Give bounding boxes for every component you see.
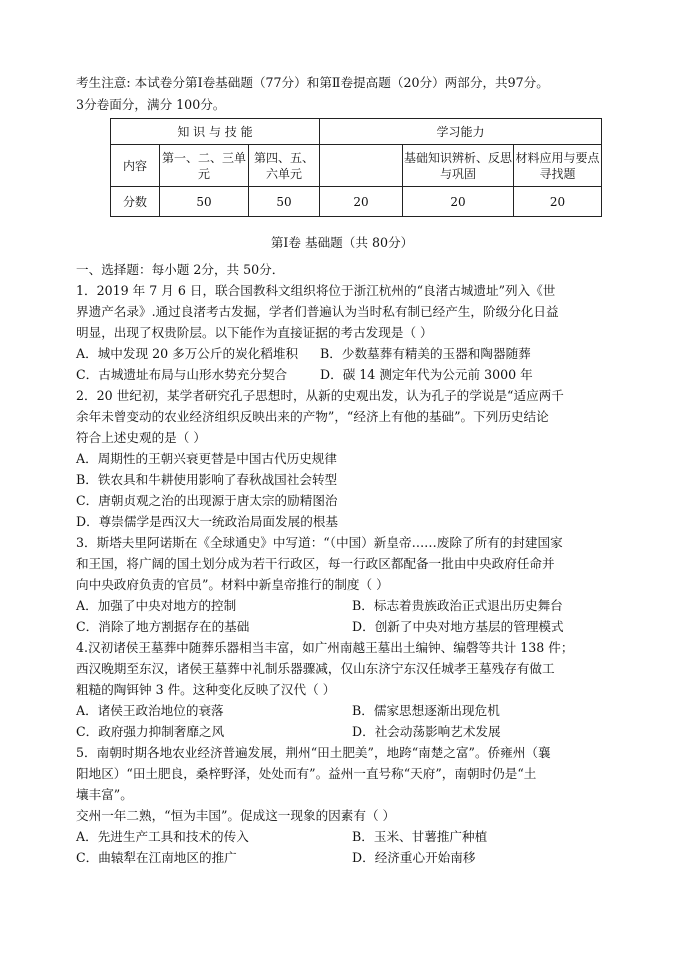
question-5-line-2: 阳地区）“田土肥良，桑梓野泽，处处而有”。益州一直号称“天府”，南朝时仍是“土 (76, 766, 537, 781)
row-label-content: 内容 (111, 145, 160, 187)
question-2-option-c[interactable]: C．唐朝贞观之治的出现源于唐太宗的励精图治 (76, 493, 338, 508)
question-1-line-3: 明显，出现了权贵阶层。以下能作为直接证据的考古发现是（ ） (76, 325, 433, 340)
content-cell-3 (320, 145, 403, 187)
question-1-option-d[interactable]: D．碳 14 测定年代为公元前 3000 年 (320, 367, 533, 382)
question-2-option-b[interactable]: B．铁农具和牛耕使用影响了春秋战国社会转型 (76, 472, 338, 487)
question-5-line-3: 壤丰富”。 (76, 787, 133, 802)
score-cell-3: 20 (320, 187, 403, 217)
question-5-line-1: 5．南朝时期各地农业经济普遍发展，荆州“田土肥美”，地跨“南楚之富”。侨雍州（襄 (76, 745, 551, 760)
question-3-option-b[interactable]: B．标志着贵族政治正式退出历史舞台 (352, 598, 563, 613)
score-cell-5: 20 (514, 187, 602, 217)
content-cell-5: 材料应用与要点寻找题 (514, 145, 602, 187)
question-4-line-3: 粗糙的陶铒钟 3 件。这种变化反映了汉代（ ） (76, 682, 336, 697)
question-5-option-c[interactable]: C．曲辕犁在江南地区的推广 (76, 850, 237, 865)
question-1-option-a[interactable]: A．城中发现 20 多万公斤的炭化稻堆积 (76, 346, 299, 361)
score-cell-4: 20 (403, 187, 514, 217)
table-header-ability: 学习能力 (320, 119, 602, 145)
score-cell-1: 50 (160, 187, 249, 217)
question-3-line-1: 3．斯塔夫里阿诺斯在《全球通史》中写道：“（中国）新皇帝……废除了所有的封建国家 (76, 535, 563, 550)
question-4-option-a[interactable]: A．诸侯王政治地位的衰落 (76, 703, 224, 718)
content-cell-4: 基础知识辨析、反思与巩固 (403, 145, 514, 187)
question-3-option-d[interactable]: D．创新了中央对地方基层的管理模式 (352, 619, 564, 634)
question-5-option-a[interactable]: A．先进生产工具和技术的传入 (76, 829, 249, 844)
question-4-option-c[interactable]: C．政府强力抑制奢靡之风 (76, 724, 225, 739)
section-title: 第Ⅰ卷 基础题（共 80分） (270, 235, 414, 250)
question-2-line-2: 余年未曾变动的农业经济组织反映出来的产物”，“经济上有他的基础”。下列历史结论 (76, 409, 549, 424)
question-5-option-d[interactable]: D．经济重心开始南移 (352, 850, 476, 865)
question-5-line-4: 交州一年二熟，“恒为丰国”。促成这一现象的因素有（ ） (76, 808, 396, 823)
question-3-line-3: 向中央政府负责的官员”。材料中新皇帝推行的制度（ ） (76, 577, 389, 592)
question-4-line-2: 西汉晚期至东汉，诸侯王墓葬中礼制乐器骤减，仅山东济宁东汉任城孝王墓残存有做工 (76, 661, 555, 676)
part-title: 一、选择题：每小题 2分，共 50分． (76, 262, 285, 277)
content-cell-1: 第一、二、三单元 (160, 145, 249, 187)
question-2-option-a[interactable]: A．周期性的王朝兴衰更替是中国古代历史规律 (76, 451, 337, 466)
exam-notice-line-2: 3分卷面分，满分 100分。 (76, 97, 226, 112)
question-5-option-b[interactable]: B．玉米、甘薯推广种植 (352, 829, 488, 844)
question-3-option-a[interactable]: A．加强了中央对地方的控制 (76, 598, 237, 613)
question-3-option-c[interactable]: C．消除了地方割据存在的基础 (76, 619, 250, 634)
question-1-option-b[interactable]: B．少数墓葬有精美的玉器和陶器随葬 (320, 346, 531, 361)
row-label-score: 分数 (111, 187, 160, 217)
question-2-line-3: 符合上述史观的是（ ） (76, 430, 206, 445)
score-table (110, 118, 602, 217)
question-4-option-b[interactable]: B．儒家思想逐渐出现危机 (352, 703, 500, 718)
question-1-option-c[interactable]: C．古城遗址布局与山形水势充分契合 (76, 367, 288, 382)
content-cell-2: 第四、五、六单元 (249, 145, 320, 187)
question-4-line-1: 4.汉初诸侯王墓葬中随葬乐器相当丰富，如广州南越王墓出土编钟、编磬等共计 138 件； (76, 640, 574, 655)
question-2-line-1: 2．20 世纪初，某学者研究孔子思想时，从新的史观出发，认为孔子的学说是“适应两千 (76, 388, 564, 403)
question-1-line-2: 界遗产名录》.通过良渚考古发掘，学者们普遍认为当时私有制已经产生，阶级分化日益 (76, 304, 559, 319)
score-cell-2: 50 (249, 187, 320, 217)
question-2-option-d[interactable]: D．尊崇儒学是西汉大一统政治局面发展的根基 (76, 514, 338, 529)
question-3-line-2: 和王国，将广阔的国土划分成为若干行政区，每一行政区都配备一批由中央政府任命并 (76, 556, 555, 571)
question-1-line-1: 1．2019 年 7 月 6 日，联合国教科文组织将位于浙江杭州的“良渚古城遗址”列入《世 (76, 283, 556, 298)
table-header-knowledge: 知 识 与 技 能 (111, 119, 320, 145)
exam-notice-line-1: 考生注意: 本试卷分第Ⅰ卷基础题（77分）和第Ⅱ卷提高题（20分）两部分，共97分。 (76, 75, 549, 90)
question-4-option-d[interactable]: D．社会动荡影响艺术发展 (352, 724, 501, 739)
